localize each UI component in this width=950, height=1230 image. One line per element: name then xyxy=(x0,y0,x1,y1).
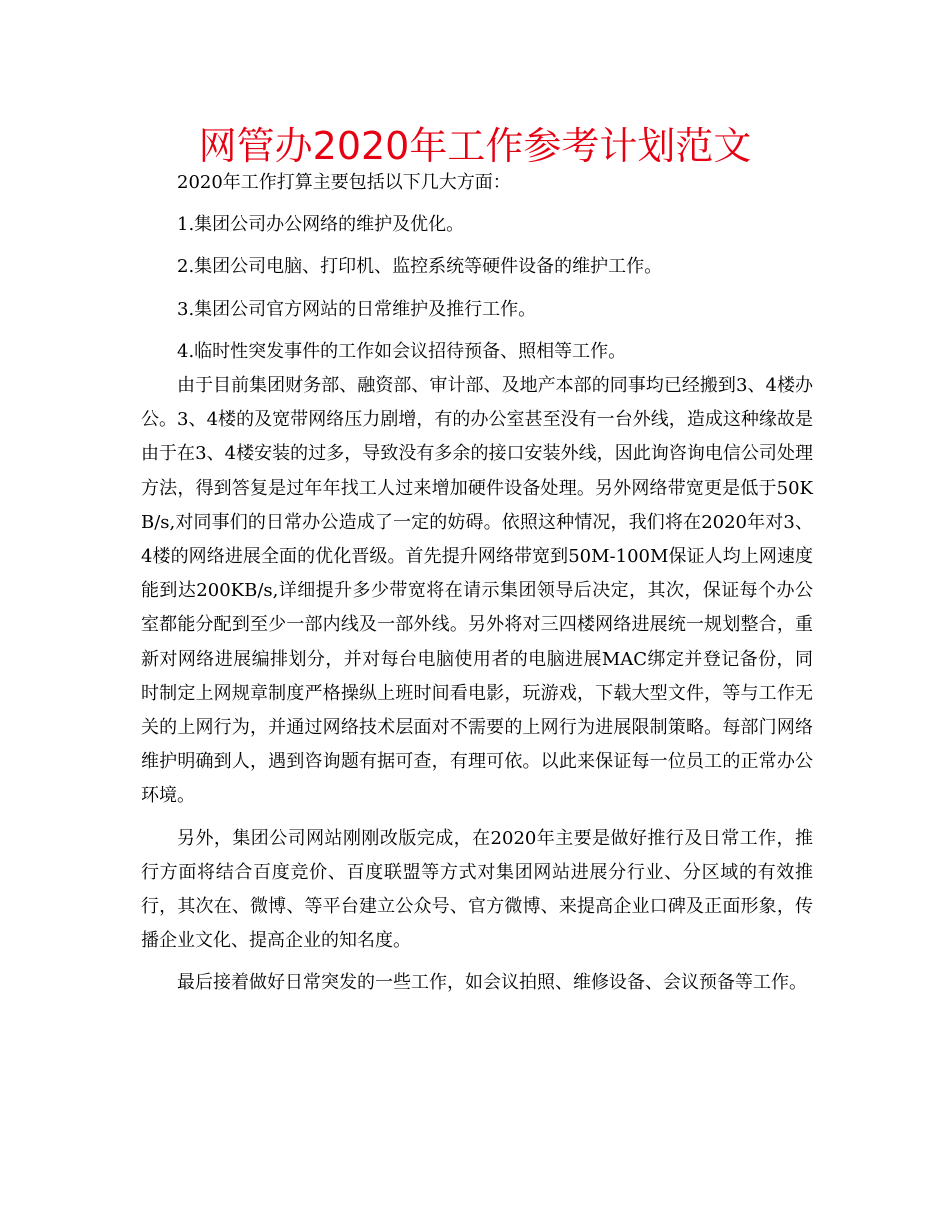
paragraph-item-1: 1.集团公司办公网络的维护及优化。 xyxy=(177,214,465,236)
paragraph-conclusion: 最后接着做好日常突发的一些工作，如会议拍照、维修设备、会议预备等工作。 xyxy=(177,972,807,994)
paragraph-website-plan: 另外，集团公司网站刚刚改版完成，在2020年主要是做好推行及日常工作，推行方面将结合百度竞价、百度联盟等方式对集团网站进展分行业、分区域的有效推行，其次在、微博、等平台建立公众号、官方微博、来提高企业口碑及正面形象，传播企业文化、提高企业的知名度。 xyxy=(141,827,813,952)
paragraph-network-plan: 由于目前集团财务部、融资部、审计部、及地产本部的同事均已经搬到3、4楼办公。3、4楼的及宽带网络压力剧增，有的办公室甚至没有一台外线，造成这种缘故是由于在3、4楼安装的过多，导致没有多余的接口安装外线，因此询咨询电信公司处理方法，得到答复是过年年找工人过来增加硬件设备处理。另外网络带宽更是低于50KB/s,对同事们的日常办公造成了一定的妨碍。依照这种情况，我们将在2020年对3、4楼的网络进展全面的优化晋级。首先提升网络带宽到50M-100M保证人均上网速度能到达200KB/s,详细提升多少带宽将在请示集团领导后决定，其次，保证每个办公室都能分配到至少一部内线及一部外线。另外将对三四楼网络进展统一规划整合，重新对网络进展编排划分，并对每台电脑使用者的电脑进展MAC绑定并登记备份，同时制定上网规章制度严格操纵上班时间看电影，玩游戏，下载大型文件，等与工作无关的上网行为，并通过网络技术层面对不需要的上网行为进展限制策略。每部门网络维护明确到人，遇到咨询题有据可查，有理可依。以此来保证每一位员工的正常办公环境。 xyxy=(141,375,813,807)
paragraph-item-4: 4.临时性突发事件的工作如会议招待预备、照相等工作。 xyxy=(177,340,627,362)
document-title: 网管办2020年工作参考计划范文 xyxy=(198,124,752,168)
document-body xyxy=(141,166,813,1001)
paragraph-item-3: 3.集团公司官方网站的日常维护及推行工作。 xyxy=(177,298,537,320)
paragraph-item-2: 2.集团公司电脑、打印机、监控系统等硬件设备的维护工作。 xyxy=(177,256,663,278)
paragraph-intro: 2020年工作打算主要包括以下几大方面： xyxy=(177,172,511,193)
